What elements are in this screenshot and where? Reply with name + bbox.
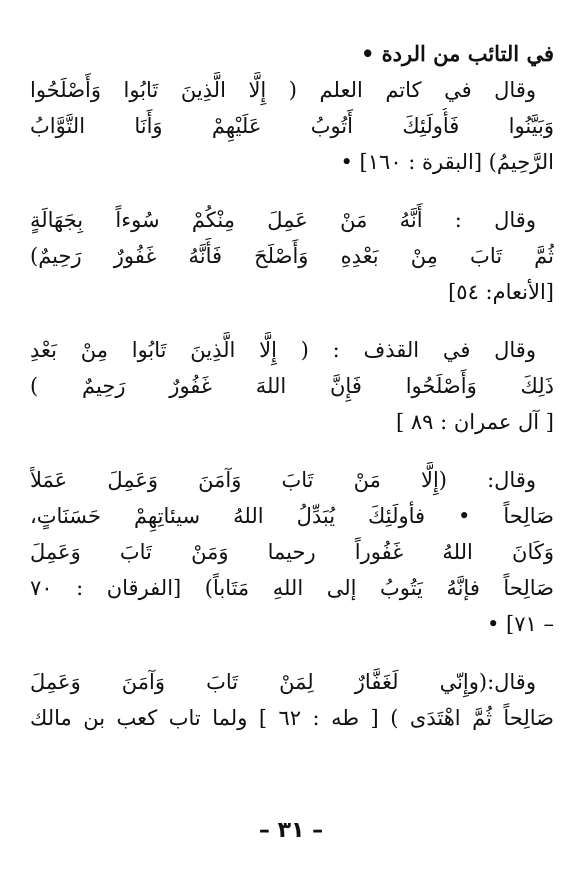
text-line: وقال:(وإِنّي لَغَفَّارٌ لِمَنْ تَابَ وَآمَنَ وَعَمِلَ	[30, 670, 536, 694]
text-line: وقال في كاتم العلم ( إِلَّا الَّذِينَ تَابُوا وَأَصْلَحُوا	[30, 78, 536, 102]
text-line: ذَلِكَ وَأَصْلَحُوا فَإِنَّ اللهَ غَفُورٌ رَحِيمٌ )	[30, 374, 554, 398]
text-line: ثُمَّ تَابَ مِنْ بَعْدِهِ وَأَصْلَحَ فَأَنَّهُ غَفُورٌ رَحِيمٌ)	[30, 244, 554, 268]
text-line: [ آل عمران : ٨٩ ]	[395, 410, 554, 434]
text-line: صَالِحاً فإنَّهُ يَتُوبُ إلى اللهِ مَتَاباً) [الفرقان : ٧٠	[30, 576, 554, 600]
paragraph-al-anam-54	[30, 202, 554, 310]
page-number: – ٣١ –	[258, 818, 324, 843]
text-line: في التائب من الردة •	[360, 41, 554, 66]
paragraph-taha-62	[30, 664, 554, 736]
text-line: – ٧١] •	[486, 612, 554, 636]
text-line: الرَّحِيمُ) [البقرة : ١٦٠] •	[340, 150, 554, 174]
text-line: وقال في القذف : ( إِلَّا الَّذِينَ تَابُوا مِنْ بَعْدِ	[30, 338, 536, 362]
text-line: صَالِحاً • فأولَئِكَ يُبَدِّلُ اللهُ سيئاتِهِمْ حَسَنَاتٍ،	[30, 504, 554, 528]
paragraph-al-furqan-70-71	[30, 462, 554, 642]
text-line: وقال : أَنَّهُ مَنْ عَمِلَ مِنْكُمْ سُوءاً بِجَهَالَةٍ	[30, 208, 536, 232]
text-line: صَالِحاً ثُمَّ اهْتَدَى ) [ طه : ٦٢ ] ولما تاب كعب بن مالك	[30, 706, 554, 730]
text-line: [الأنعام: ٥٤]	[448, 280, 554, 304]
paragraph-qadhf	[30, 332, 554, 440]
paragraph-repentance-from-apostasy	[30, 36, 554, 180]
text-line: وقال: (إِلَّا مَنْ تَابَ وَآمَنَ وَعَمِلَ عَمَلاً	[30, 468, 536, 492]
text-line: وَبَيَّنُوا فَأُولَئِكَ أَتُوبُ عَلَيْهِمْ وَأَنَا التَّوَّابُ	[30, 114, 554, 138]
text-line: وَكَانَ اللهُ غَفُوراً رحيما وَمَنْ تَابَ وَعَمِلَ	[30, 540, 554, 564]
